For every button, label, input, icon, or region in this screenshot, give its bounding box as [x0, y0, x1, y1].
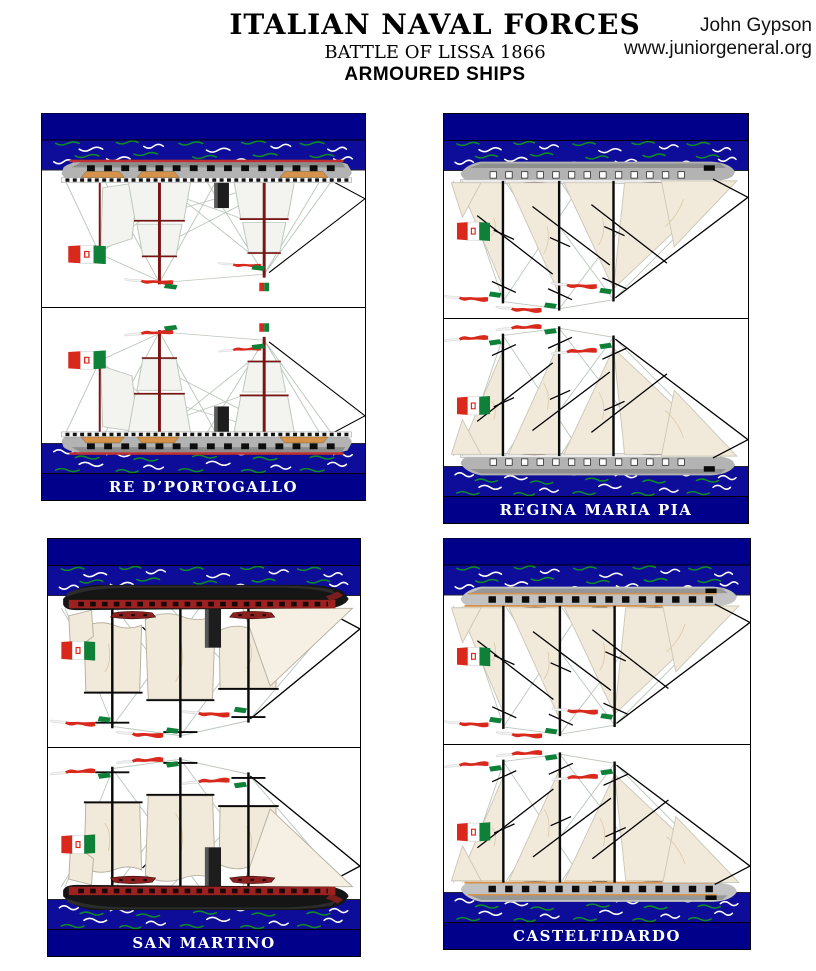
card-bottom-half [444, 744, 750, 950]
ship-illustration-castelfidardo [444, 745, 750, 906]
ship-card-san-martino [47, 538, 361, 957]
author-name: John Gypson [700, 15, 812, 36]
ship-name-band: RE D’PORTOGALLO [42, 473, 365, 500]
card-bottom-half [444, 318, 748, 523]
sky-area [444, 171, 748, 318]
blank-band [48, 539, 360, 566]
page-subtitle2: ARMOURED SHIPS [344, 64, 526, 85]
ship-card-re-dportogallo [41, 113, 366, 501]
sky-area [444, 596, 750, 744]
sky-area [48, 748, 360, 899]
card-top-half [444, 114, 748, 318]
blank-band [444, 539, 750, 566]
page-title: ITALIAN NAVAL FORCES [229, 8, 641, 41]
ship-card-castelfidardo [443, 538, 751, 950]
page-subtitle: BATTLE OF LISSA 1866 [324, 42, 546, 63]
ship-illustration-castelfidardo [444, 583, 750, 744]
ship-name-band: REGINA MARIA PIA [444, 496, 748, 523]
ship-name-band: CASTELFIDARDO [444, 922, 750, 949]
ship-illustration-re-dportogallo [42, 158, 365, 307]
sky-area [42, 308, 365, 444]
sky-area [42, 171, 365, 307]
sky-area [444, 745, 750, 893]
ship-card-regina-maria-pia [443, 113, 749, 524]
ship-illustration-san-martino [48, 583, 360, 747]
credits [624, 14, 812, 60]
blank-band [42, 114, 365, 141]
website-url: www.juniorgeneral.org [624, 38, 812, 59]
sky-area [48, 596, 360, 747]
ship-illustration-regina-maria-pia [444, 319, 748, 479]
card-top-half [444, 539, 750, 744]
ship-name-band: SAN MARTINO [48, 929, 360, 956]
ship-illustration-re-dportogallo [42, 308, 365, 457]
card-top-half [42, 114, 365, 307]
card-top-half [48, 539, 360, 747]
ship-illustration-regina-maria-pia [444, 158, 748, 318]
sky-area [444, 319, 748, 466]
card-bottom-half [42, 307, 365, 501]
card-bottom-half [48, 747, 360, 956]
blank-band [444, 114, 748, 141]
ship-illustration-san-martino [48, 748, 360, 912]
